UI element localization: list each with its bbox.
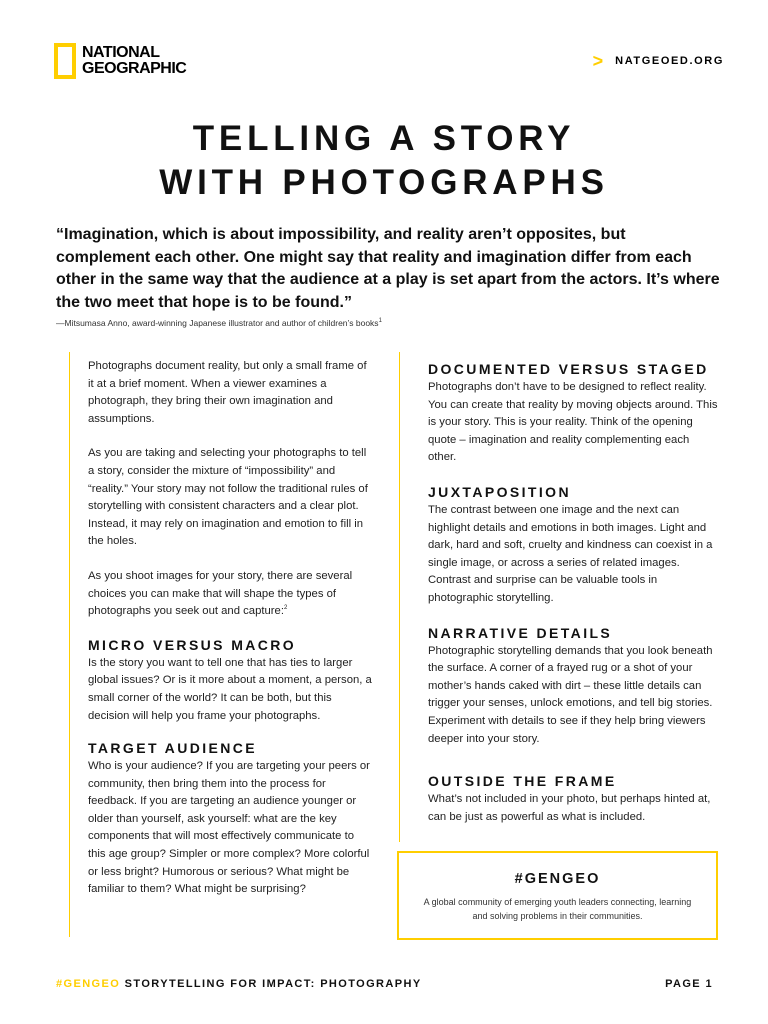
- section-heading-juxtaposition: JUXTAPOSITION: [428, 483, 571, 500]
- opening-quote: “Imagination, which is about impossibility, and reality aren’t opposites, but complement each other. One might say that reality and imagination differ from each other in the same way that the audience at a play is set apart from the actors. It’s where the two meet that hope is to be found.”: [56, 226, 720, 311]
- chevron-right-icon: >: [592, 51, 604, 71]
- footnote-marker-1: 1: [378, 318, 382, 325]
- logo-wordmark: [82, 45, 186, 77]
- footer-tag: #GENGEO: [56, 978, 121, 990]
- yellow-border-icon: [54, 43, 76, 79]
- footnote-marker-2: 2: [283, 605, 288, 612]
- page-number: PAGE 1: [665, 978, 713, 990]
- section-body-audience: Who is your audience? If you are targeting your peers or community, then bring them into the process for feedback. If you are targeting an audience younger or older than yourself, ask yourself: what are the key components that will most effectively communicate to this age group? Simpler or more complex? More colorful or less bright? Humorous or serious? What might be familiar to them? What might be surprising?: [88, 760, 370, 896]
- gengeo-title: #GENGEO: [514, 871, 601, 887]
- title-line-2: WITH PHOTOGRAPHS: [159, 163, 609, 202]
- footer-title: [56, 978, 422, 990]
- logo-line-2: GEOGRAPHIC: [82, 60, 187, 77]
- intro-paragraph-2: As you are taking and selecting your photographs to tell a story, consider the mixture of “impossibility” and “reality.” Your story may not follow the traditional rules of storytelling with consistent characters and a clear plot. Instead, it may rely on imagination and emotion to fill in the holes.: [88, 447, 368, 548]
- logo-line-1: NATIONAL: [82, 44, 160, 61]
- site-link[interactable]: NATGEOED.ORG: [615, 55, 724, 67]
- section-body-documented: Photographs don’t have to be designed to reflect reality. You can create that reality by moving objects around. This is your story. This is your reality. Think of the opening quote – imagination and reality complementing each other.: [428, 381, 718, 464]
- left-column: [69, 352, 374, 937]
- gengeo-callout: [397, 851, 718, 940]
- section-heading-narrative: NARRATIVE DETAILS: [428, 624, 613, 641]
- natgeo-logo: [54, 43, 186, 79]
- section-body-micro: Is the story you want to tell one that has ties to larger global issues? Or is it more about a moment, a person, a small corner of the world? It can be both, but this decision will help you frame your photographs.: [88, 656, 372, 722]
- site-link-group[interactable]: [593, 53, 724, 69]
- section-body-frame: What’s not included in your photo, but perhaps hinted at, can be just as powerful as what is included.: [428, 793, 711, 823]
- page-title: [0, 117, 768, 205]
- intro-paragraph-3: [88, 568, 374, 621]
- section-heading-audience: TARGET AUDIENCE: [88, 740, 257, 757]
- section-body-narrative: Photographic storytelling demands that you look beneath the surface. A corner of a frayed rug or a shot of your mother’s hands caked with dirt – these little details can trigger your senses, unlock emotions, and tell big stories. Experiment with details to see if they help bring viewers deeper into your story.: [428, 644, 713, 745]
- gengeo-description: A global community of emerging youth leaders connecting, learning and solving problems in their communities.: [423, 897, 692, 921]
- title-line-1: TELLING A STORY: [192, 119, 576, 158]
- quote-attribution: [56, 318, 722, 328]
- footer-text: STORYTELLING FOR IMPACT: PHOTOGRAPHY: [120, 978, 422, 990]
- section-heading-micro: MICRO VERSUS MACRO: [88, 636, 297, 653]
- right-column: [399, 352, 719, 842]
- section-heading-frame: OUTSIDE THE FRAME: [428, 773, 617, 790]
- section-body-juxtaposition: The contrast between one image and the next can highlight details and emotions in both images. Light and dark, hard and soft, cruelty and kindness can coexist in a single image, or across a series of related images. Contrast and surprise can be valuable tools in photographic storytelling.: [428, 503, 713, 604]
- intro-paragraph-3-text: As you shoot images for your story, there are several choices you can make that will shape the types of photographs you seek out and capture:: [88, 569, 353, 618]
- section-heading-documented: DOCUMENTED VERSUS STAGED: [428, 361, 709, 377]
- intro-paragraph-1: Photographs document reality, but only a small frame of it at a brief moment. When a viewer examines a photograph, they bring their own imagination and assumptions.: [88, 360, 367, 425]
- attribution-text: —Mitsumasa Anno, award-winning Japanese illustrator and author of children’s books: [56, 318, 379, 328]
